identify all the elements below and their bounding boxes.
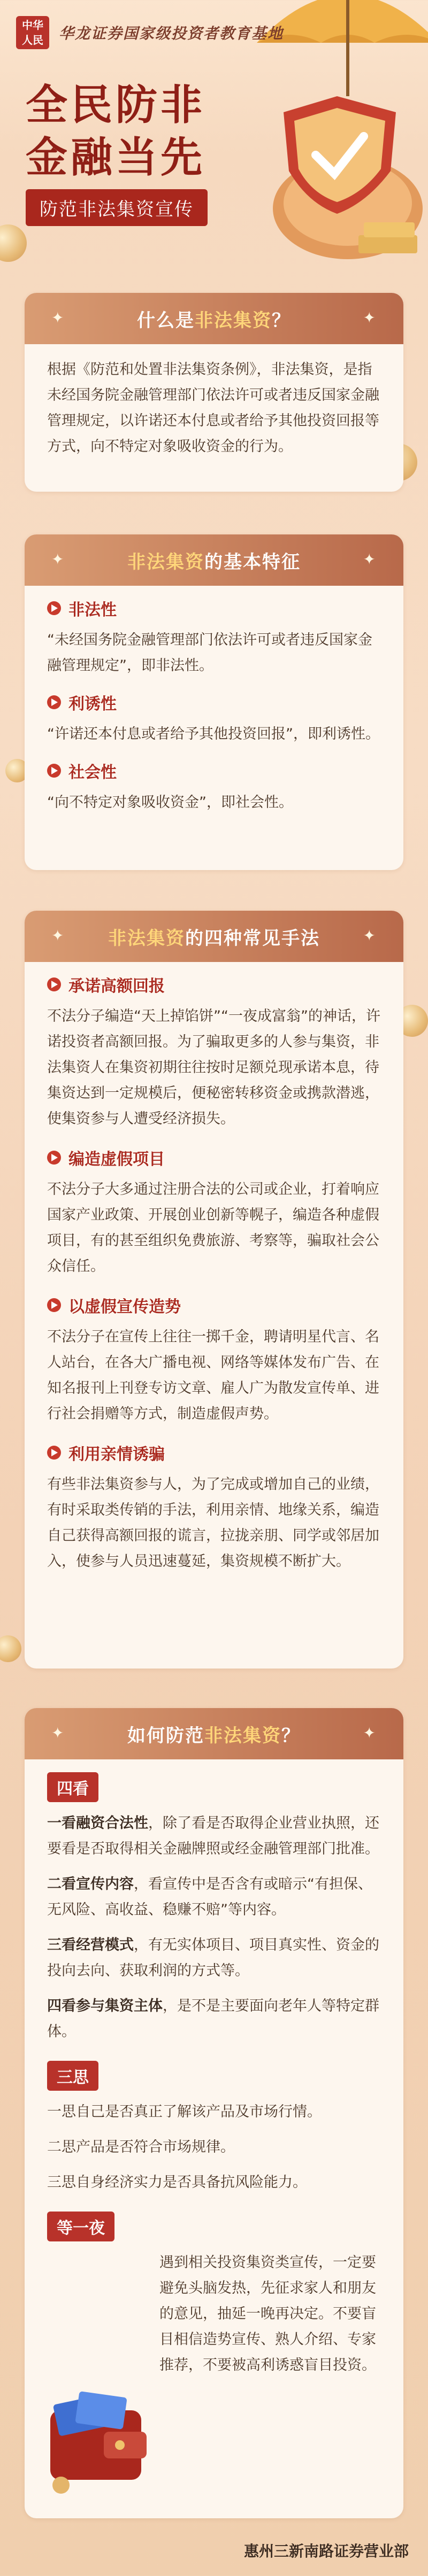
brand-name: 华龙证券国家级投资者教育基地 [59, 25, 284, 42]
footer-branch-name: 惠州三新南路证券营业部 [244, 2542, 409, 2560]
section-header [25, 534, 403, 586]
sparkle-icon: ✦ [51, 927, 65, 944]
list-item [47, 973, 381, 1132]
sparkle-icon: ✦ [51, 550, 65, 568]
sparkle-icon: ✦ [51, 309, 65, 327]
play-icon [47, 1298, 61, 1312]
shield-piggy-bank-illustration [257, 75, 428, 278]
list-item: 三看经营模式，有无实体项目、项目真实性、资金的投向去向、获取利润的方式等。 [47, 1937, 379, 1979]
section-features [25, 534, 403, 870]
page-subtitle: 防范非法集资宣传 [26, 189, 208, 226]
group-tag: 四看 [47, 1772, 98, 1802]
seal-icon: 中华 人民 [16, 16, 49, 49]
section-heading: 非法集资的四种常见手法 [108, 927, 320, 949]
sparkle-icon: ✦ [363, 1724, 377, 1742]
sparkle-icon: ✦ [363, 550, 377, 568]
list-item [47, 1146, 381, 1279]
list-item: 一思自己是否真正了解该产品及市场行情。 [47, 2104, 322, 2120]
item-text: “许诺还本付息或者给予其他投资回报”，即利诱性。 [47, 726, 380, 742]
list-item [47, 1441, 381, 1574]
sparkle-icon: ✦ [363, 309, 377, 327]
section-heading: 什么是非法集资？ [137, 309, 291, 331]
section-header [25, 911, 403, 962]
list-item: 二看宣传内容，看宣传中是否含有或暗示“有担保、无风险、高收益、稳赚不赔”等内容。 [47, 1876, 372, 1918]
item-title: 利用亲情诱骗 [68, 1445, 165, 1464]
sparkle-icon: ✦ [51, 1724, 65, 1742]
title-line-2: 金融当先 [26, 134, 206, 182]
list-item: 四看参与集资主体，是不是主要面向老年人等特定群体。 [47, 1998, 379, 2040]
play-icon [47, 601, 61, 615]
item-text: 不法分子编造“天上掉馅饼”“一夜成富翁”的神话，许诺投资者高额回报。为了骗取更多的人参与集资，非法集资人在集资初期往往按时足额兑现承诺本息，待集资达到一定规模后，便秘密转移资金或携款潜逃，使集资参与人遭受经济损失。 [47, 1008, 380, 1127]
list-item [47, 690, 381, 747]
section-what-is [25, 293, 403, 492]
section-header [25, 1708, 403, 1759]
group-text: 遇到相关投资集资类宣传，一定要避免头脑发热，先征求家人和朋友的意见，抽延一晚再决定。不要盲目相信造势宣传、熟人介绍、专家推荐，不要被高利诱惑盲目投资。 [159, 2254, 376, 2373]
group-tag: 等一夜 [47, 2212, 114, 2241]
item-title: 非法性 [68, 601, 117, 619]
item-title: 利诱性 [68, 695, 117, 713]
title-line-1: 全民防非 [26, 81, 206, 129]
list-item: 一看融资合法性，除了看是否取得企业营业执照，还要看是否取得相关金融牌照或经金融管理部门批准。 [47, 1815, 379, 1857]
brand-logo [16, 16, 284, 49]
item-text: 有些非法集资参与人，为了完成或增加自己的业绩，有时采取类传销的手法，利用亲情、地缘关系，编造自己获得高额回报的谎言，拉拢亲朋、同学或邻居加入，使参与人员迅速蔓延，集资规模不断扩大。 [47, 1476, 379, 1570]
list-item: 三思自身经济实力是否具备抗风险能力。 [47, 2174, 307, 2191]
item-title: 编造虚假项目 [68, 1150, 165, 1169]
section-methods [25, 911, 403, 1669]
item-title: 承诺高额回报 [68, 977, 165, 996]
page-title [26, 79, 205, 184]
group-tag: 三思 [47, 2061, 98, 2091]
item-text: “向不特定对象吸收资金”，即社会性。 [47, 794, 293, 811]
wallet-illustration [40, 2378, 157, 2496]
section-heading: 非法集资的基本特征 [127, 551, 301, 573]
list-item: 二思产品是否符合市场规律。 [47, 2139, 235, 2155]
list-item [47, 596, 381, 679]
play-icon [47, 764, 61, 778]
play-icon [47, 1151, 61, 1165]
play-icon [47, 1446, 61, 1460]
play-icon [47, 695, 61, 709]
list-item [47, 1293, 381, 1427]
list-item [47, 759, 381, 816]
item-text: “未经国务院金融管理部门依法许可或者违反国家金融管理规定”，即非法性。 [47, 632, 372, 674]
section-body: 根据《防范和处置非法集资条例》，非法集资，是指未经国务院金融管理部门依法许可或者违反国家金融管理规定，以许诺还本付息或者给予其他投资回报等方式，向不特定对象吸收资金的行为。 [47, 361, 379, 455]
section-heading: 如何防范非法集资？ [127, 1725, 301, 1747]
header [0, 0, 428, 299]
section-header [25, 293, 403, 344]
item-title: 以虚假宣传造势 [68, 1298, 181, 1316]
item-title: 社会性 [68, 763, 117, 782]
item-text: 不法分子在宣传上往往一掷千金，聘请明星代言、名人站台，在各大广播电视、网络等媒体发布广告、在知名报刊上刊登专访文章、雇人广为散发宣传单、进行社会捐赠等方式，制造虚假声势。 [47, 1329, 379, 1422]
coin-decoration [0, 1635, 21, 1662]
play-icon [47, 977, 61, 991]
sparkle-icon: ✦ [363, 927, 377, 944]
item-text: 不法分子大多通过注册合法的公司或企业，打着响应国家产业政策、开展创业创新等幌子，编造各种虚假项目，有的甚至组织免费旅游、考察等，骗取社会公众信任。 [47, 1181, 379, 1275]
